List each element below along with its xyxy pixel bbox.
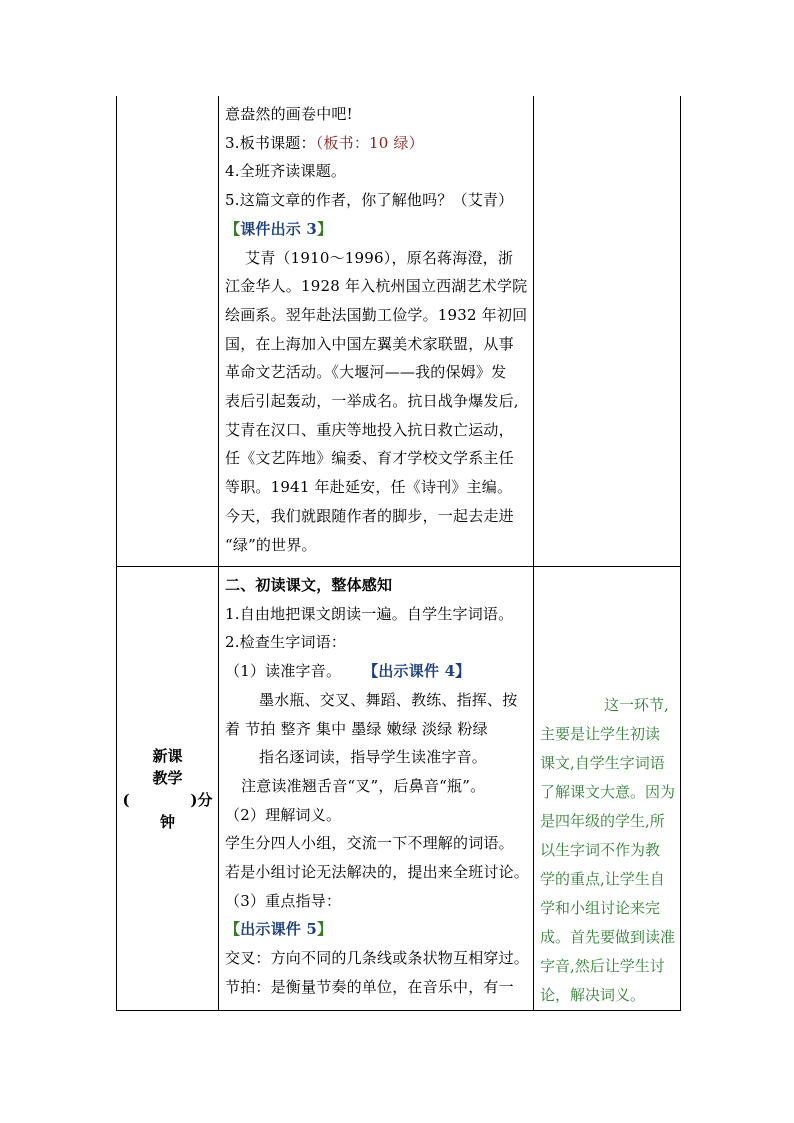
paren-open: ( [122,790,130,809]
text-line: 绘画系。翌年赴法国勤工俭学。1932 年初回 [225,305,528,324]
note-line: 学的重点,让学生自 [540,870,665,888]
text-line: 江金华人。1928 年入杭州国立西湖艺术学院 [225,277,528,296]
courseware-heading [219,215,533,244]
note-line: 这一环节, [604,696,669,714]
table-row [117,567,681,1011]
note-line: 以生字词不作为教 [540,841,661,859]
note-line: 成。首先要做到读准 [540,928,676,946]
stage-label [117,567,218,1010]
text-line: 学生分四人小组，交流一下不理解的词语。 [225,834,514,853]
text-line: 革命文艺活动。《大堰河——我的保姆》发 [225,363,507,382]
note-line: 字音,然后让学生讨 [540,957,665,975]
lesson-plan-table [116,96,681,1011]
courseware-label: 【出示课件 4】 [363,662,471,681]
stage-cell-empty [117,96,219,567]
content-cell [219,567,534,1011]
stage-minutes [123,789,213,811]
text-line: 等职。1941 年赴延安，任《诗刊》主编。 [225,478,513,497]
text-line: 1.自由地把课文朗读一遍。自学生字词语。 [225,604,514,623]
note-line: 了解课文大意。因为 [540,783,676,801]
stage-line: 新课 [152,746,183,765]
board-note: （板书：10 绿） [315,133,424,152]
text-line: 注意读准翘舌音“叉”，后鼻音“瓶”。 [241,776,486,795]
text-line: 艾青在汉口、重庆等地投入抗日救亡运动， [225,420,514,439]
text-line [219,657,533,686]
table-row [117,96,681,567]
text-line: 意盎然的画卷中吧! [225,105,353,123]
text-line: 国，在上海加入中国左翼美术家联盟，从事 [225,334,514,353]
text-line: （2）理解词义。 [225,805,342,824]
teaching-notes [534,567,680,1010]
text-span: 3.板书课题： [225,133,316,152]
courseware-label: 出示课件 5 [240,920,318,939]
note-line: 是四年级的学生,所 [540,812,665,830]
text-line: 艾青（1910～1996），原名蒋海澄，浙 [245,248,514,267]
stage-line: 教学 [152,768,183,787]
text-line: 节拍：是衡量节奏的单位，在音乐中，有一 [225,977,514,996]
text-line: 5.这篇文章的作者，你了解他吗？（艾青） [225,191,514,210]
text-line: 表后引起轰动，一举成名。抗日战争爆发后, [225,392,519,411]
bracket-open: 【 [225,219,241,238]
paren-close: )分 [190,790,213,809]
text-line: 着 节拍 整齐 集中 墨绿 嫩绿 淡绿 粉绿 [225,719,488,738]
text-line: 若是小组讨论无法解决的，提出来全班讨论。 [225,863,530,882]
bracket-open: 【 [225,920,241,939]
text-line: （3）重点指导： [225,891,342,910]
text-line: 2.检查生字词语： [225,633,347,652]
notes-cell [534,567,681,1011]
text-line: 墨水瓶、交叉、舞蹈、教练、指挥、按 [259,690,518,709]
text-line: 4.全班齐读课题。 [225,162,347,181]
courseware-label: 课件出示 3 [240,219,318,238]
text-line: 指名逐词读，指导学生读准字音。 [259,748,488,767]
section-heading: 二、初读课文，整体感知 [225,576,393,594]
note-line: 主要是让学生初读 [540,725,661,743]
courseware-heading [219,915,533,944]
stage-cell [117,567,219,1011]
text-line: 今天，我们就跟随作者的脚步，一起去走进 [225,506,514,525]
bracket-close: 】 [317,920,333,939]
text-line: 任《文艺阵地》编委、育才学校文学系主任 [225,449,514,468]
note-line: 课文,自学生字词语 [540,754,665,772]
text-line [219,129,533,158]
note-line: 论，解决词义。 [540,986,646,1004]
content-cell [219,96,534,567]
notes-cell-empty [534,96,681,567]
text-line: 交叉：方向不同的几条线或条状物互相穿过。 [225,949,530,968]
text-line: “绿”的世界。 [225,535,317,554]
stage-line: 钟 [159,812,175,831]
text-span: （1）读准字音。 [225,662,342,681]
bracket-close: 】 [317,219,333,238]
note-line: 学和小组讨论来完 [540,899,661,917]
